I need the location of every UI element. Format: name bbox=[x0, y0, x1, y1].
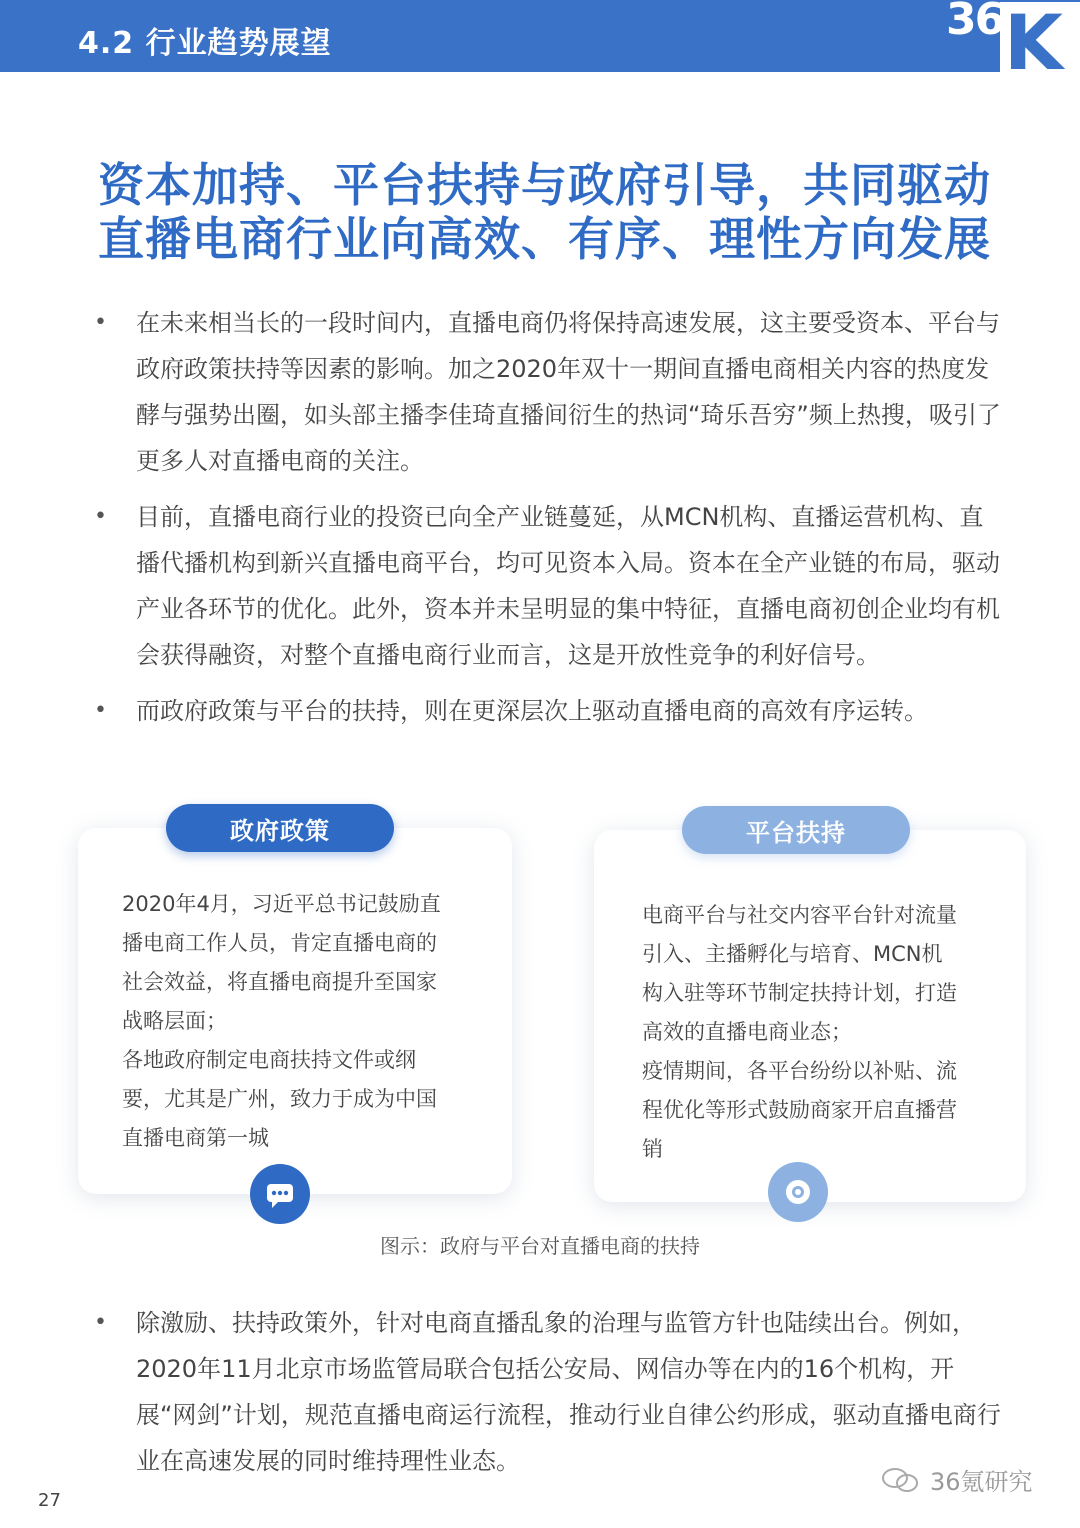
bullet-item bbox=[92, 688, 1002, 734]
bullet-dot: • bbox=[94, 1310, 107, 1335]
bullet-dot: • bbox=[94, 310, 107, 335]
36kr-logo bbox=[940, 0, 1080, 87]
bullet-dot: • bbox=[94, 698, 107, 723]
government-paragraph: 各地政府制定电商扶持文件或纲要，尤其是广州，致力于成为中国直播电商第一城 bbox=[122, 1048, 437, 1150]
chat-bubble-icon bbox=[250, 1164, 310, 1224]
platform-paragraph: 疫情期间，各平台纷纷以补贴、流程优化等形式鼓励商家开启直播营销 bbox=[642, 1059, 957, 1161]
target-icon bbox=[768, 1162, 828, 1222]
section-title: 4.2 行业趋势展望 bbox=[78, 26, 332, 61]
platform-support-label: 平台扶持 bbox=[682, 806, 910, 854]
bullet-list-2 bbox=[92, 1300, 1002, 1494]
bullet-item bbox=[92, 1300, 1002, 1484]
bullet-text: 在未来相当长的一段时间内，直播电商仍将保持高速发展，这主要受资本、平台与政府政策扶持等因素的影响。加之2020年双十一期间直播电商相关内容的热度发酵与强势出圈，如头部主播李佳琦直播间衍生的热词“琦乐吾穷”频上热搜，吸引了更多人对直播电商的关注。 bbox=[136, 309, 1001, 475]
watermark-text: 36氪研究 bbox=[930, 1468, 1033, 1496]
government-paragraph: 2020年4月，习近平总书记鼓励直播电商工作人员，肯定直播电商的社会效益，将直播电商提升至国家战略层面； bbox=[122, 892, 441, 1033]
bullet-text: 目前，直播电商行业的投资已向全产业链蔓延，从MCN机构、直播运营机构、直播代播机构到新兴直播电商平台，均可见资本入局。资本在全产业链的布局，驱动产业各环节的优化。此外，资本并未呈明显的集中特征，直播电商初创企业均有机会获得融资，对整个直播电商行业而言，这是开放性竞争的利好信号。 bbox=[136, 503, 1000, 669]
government-policy-text bbox=[122, 885, 442, 1158]
bullet-text: 而政府政策与平台的扶持，则在更深层次上驱动直播电商的高效有序运转。 bbox=[136, 697, 928, 725]
logo-text: 36 bbox=[946, 0, 1004, 45]
platform-paragraph: 电商平台与社交内容平台针对流量引入、主播孵化与培育、MCN机构入驻等环节制定扶持计划，打造高效的直播电商业态； bbox=[642, 903, 957, 1044]
bullet-item bbox=[92, 494, 1002, 678]
bullet-item bbox=[92, 300, 1002, 484]
bullet-list bbox=[92, 300, 1002, 744]
bullet-dot: • bbox=[94, 504, 107, 529]
platform-support-text bbox=[642, 896, 962, 1169]
page-number: 27 bbox=[38, 1490, 61, 1511]
watermark bbox=[880, 1462, 1033, 1497]
wechat-icon bbox=[880, 1467, 920, 1493]
government-policy-label: 政府政策 bbox=[166, 804, 394, 852]
page-header bbox=[0, 0, 1080, 87]
figure-caption: 图示：政府与平台对直播电商的扶持 bbox=[380, 1234, 700, 1258]
bullet-text: 除激励、扶持政策外，针对电商直播乱象的治理与监管方针也陆续出台。例如，2020年11月北京市场监管局联合包括公安局、网信办等在内的16个机构，开展“网剑”计划，规范直播电商运行流程，推动行业自律公约形成，驱动直播电商行业在高速发展的同时维持理性业态。 bbox=[136, 1309, 1001, 1475]
logo-k-glyph: K bbox=[1004, 0, 1063, 87]
main-title: 资本加持、平台扶持与政府引导，共同驱动直播电商行业向高效、有序、理性方向发展 bbox=[98, 158, 991, 266]
